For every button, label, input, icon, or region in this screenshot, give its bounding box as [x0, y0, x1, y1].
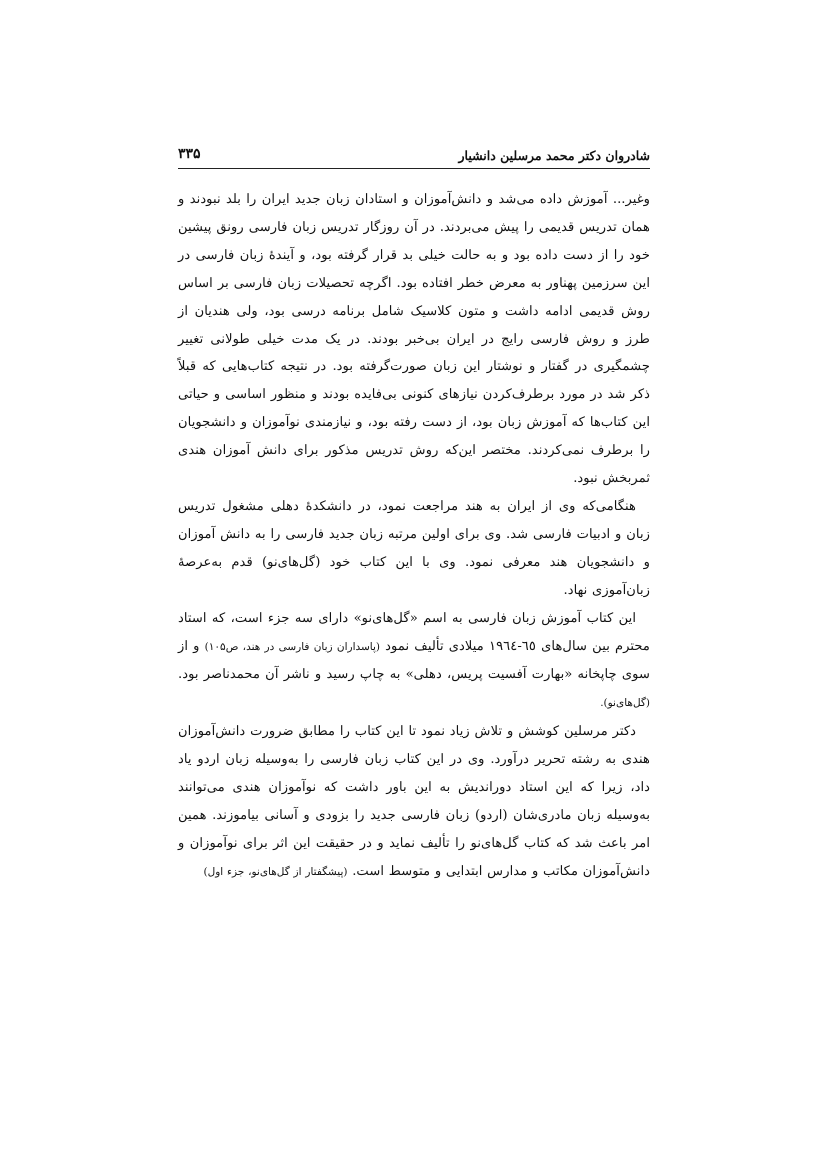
paragraph-4-text: دکتر مرسلین کوشش و تلاش زیاد نمود تا این کتاب را مطابق ضرورت دانش‌آموزان هندی به رشته تحریر درآورد. وی در این کتاب زبان فارسی را به‌وسیله زبان اردو یاد داد، زیرا که این استاد دوراندیش به این باور داشت که نوآموزان هندی می‌توانند به‌وسیله زبان مادری‌شان (اردو) زبان فارسی جدید را بزودی و آسانی بیاموزند. همین امر باعث شد که کتاب گل‌های‌نو را تألیف نماید و در حقیقت این اثر برای نوآموزان و دانش‌آموزان مکاتب و مدارس ابتدایی و متوسط است.: [178, 724, 650, 879]
page-number: ۳۳۵: [178, 146, 201, 162]
citation-note: (پیشگفتار از گل‌های‌نو، جزء اول): [203, 865, 348, 878]
page-header: [178, 144, 650, 166]
paragraph-4: [178, 718, 650, 886]
paragraph-3-text-end: و از سوی چاپخانه «بهارت آفسیت پریس، دهلی» به چاپ رسید و ناشر آن محمدناصر بود.: [178, 638, 650, 683]
paragraph-1: وغیر... آموزش داده می‌شد و دانش‌آموزان و استادان زبان جدید ایران را بلد نبودند و همان تدریس قدیمی را پیش می‌بردند. در آن روزگار تدریس زبان فارسی رونق پیشین خود را از دست داده بود و به حالت خیلی بد قرار گرفته بود، و آیندهٔ زبان فارسی در این سرزمین پهناور به معرض خطر افتاده بود. اگرچه تحصیلات زبان فارسی بر اساس روش قدیمی ادامه داشت و متون کلاسیک شامل برنامه درسی بود، ولی هندیان از طرز و روش فارسی رایج در ایران بی‌خبر بودند. در یک مدت خیلی طولانی تغییر چشمگیری در گفتار و نوشتار این زبان صورت‌گرفته بود. در نتیجه کتاب‌هایی که قبلاً ذکر شد در مورد برطرف‌کردن نیازهای کنونی بی‌فایده بودند و منظور اساسی و حیاتی این کتاب‌ها که آموزش زبان بود، از دست رفته بود، و نیازمندی نوآموزان و دانشجویان را برطرف نمی‌کردند. مختصر این‌که روش تدریس مذکور برای دانش آموزان هندی ثمربخش نبود.: [178, 192, 650, 487]
header-rule: [178, 168, 650, 169]
paragraph-3-text-start: این کتاب آموزش زبان فارسی به اسم «گل‌های‌نو» دارای سه جزء است، که استاد محترم بین سال‌های ٦٥-۱۹٦٤ میلادی تألیف نمود: [178, 610, 650, 654]
running-title: شادروان دکتر محمد مرسلین دانشیار: [458, 148, 650, 163]
citation-note: (پاسداران زبان فارسی در هند، ص۱۰۵): [204, 640, 381, 653]
body-text: [178, 186, 650, 887]
paragraph-3: [178, 605, 650, 719]
citation-note: (گل‌های‌نو).: [600, 697, 650, 710]
paragraph-2: هنگامی‌که وی از ایران به هند مراجعت نمود، در دانشکدهٔ دهلی مشغول تدریس زبان و ادبیات فارسی شد. وی برای اولین مرتبه زبان جدید فارسی را به دانش آموزان و دانشجویان هند معرفی نمود. وی با این کتاب خود (گل‌های‌نو) قدم به‌عرصهٔ زبان‌آموزی نهاد.: [178, 498, 650, 598]
